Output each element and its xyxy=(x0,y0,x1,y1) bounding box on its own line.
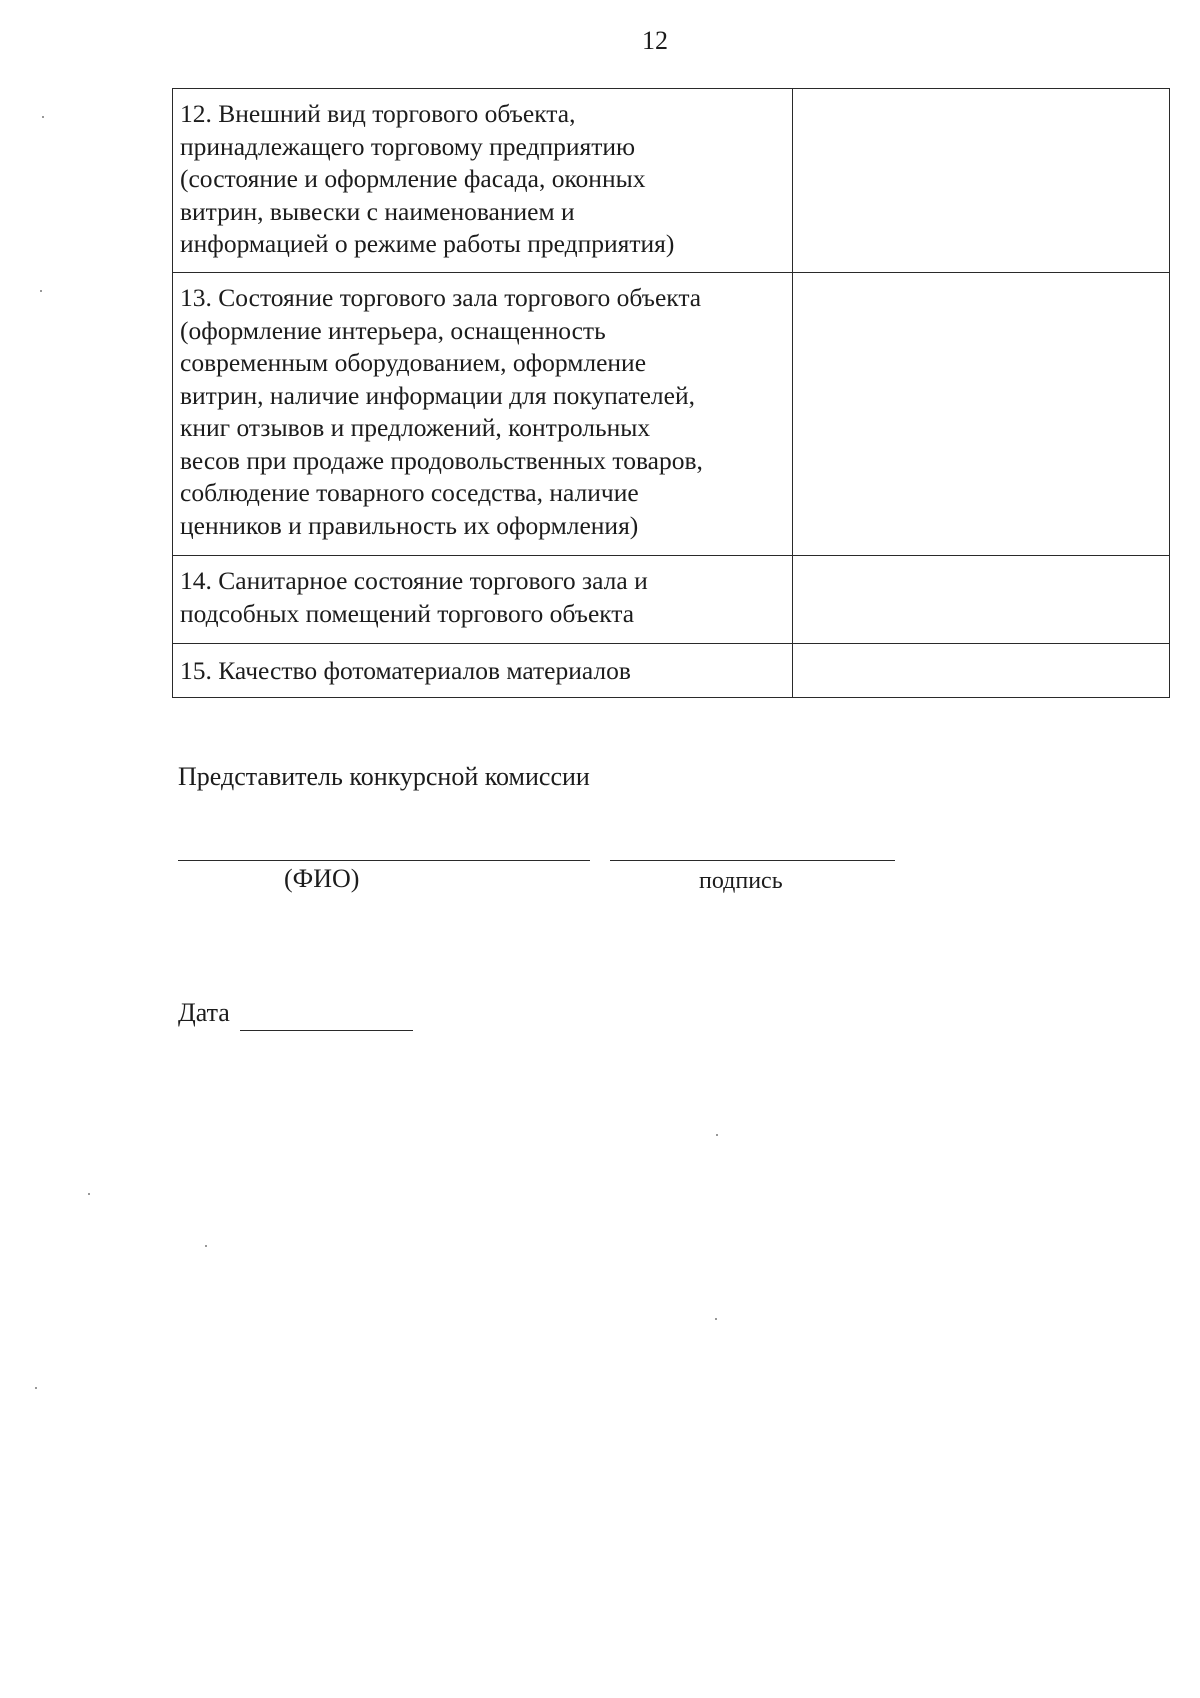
criteria-row xyxy=(173,273,1170,556)
page-number: 12 xyxy=(642,26,668,55)
scan-speck xyxy=(716,1134,718,1136)
criteria-row xyxy=(173,644,1170,698)
signature-caption: подпись xyxy=(699,868,783,894)
representative-label: Представитель конкурсной комиссии xyxy=(178,762,590,791)
criterion-value xyxy=(793,556,1170,644)
criteria-row xyxy=(173,89,1170,273)
signature-line xyxy=(610,860,895,861)
criterion-label: 15. Качество фотоматериалов материалов xyxy=(173,644,793,698)
criterion-value xyxy=(793,644,1170,698)
criterion-label: 14. Санитарное состояние торгового зала и подсобных помещений торгового объекта xyxy=(173,556,793,644)
criterion-label: 12. Внешний вид торгового объекта, принадлежащего торговому предприятию (состояние и оформление фасада, оконных витрин, вывески с наименованием и информацией о режиме работы предприятия) xyxy=(173,89,793,273)
fio-caption: (ФИО) xyxy=(284,864,360,893)
criteria-row xyxy=(173,556,1170,644)
criterion-label: 13. Состояние торгового зала торгового объекта (оформление интерьера, оснащенность современным оборудованием, оформление витрин, наличие информации для покупателей, книг отзывов и предложений, контрольных весов при продаже продовольственных товаров, соблюдение товарного соседства, наличие ценников и правильность их оформления) xyxy=(173,273,793,556)
criterion-value xyxy=(793,89,1170,273)
scan-speck xyxy=(88,1193,90,1195)
scan-speck xyxy=(205,1245,207,1247)
scan-speck xyxy=(35,1387,37,1389)
scan-speck xyxy=(42,116,44,118)
fio-signature-line xyxy=(178,860,590,861)
scan-speck xyxy=(715,1318,717,1320)
criterion-value xyxy=(793,273,1170,556)
scan-speck xyxy=(40,290,42,292)
criteria-table xyxy=(172,88,1170,698)
date-label: Дата xyxy=(178,998,230,1027)
date-line xyxy=(240,1030,413,1031)
